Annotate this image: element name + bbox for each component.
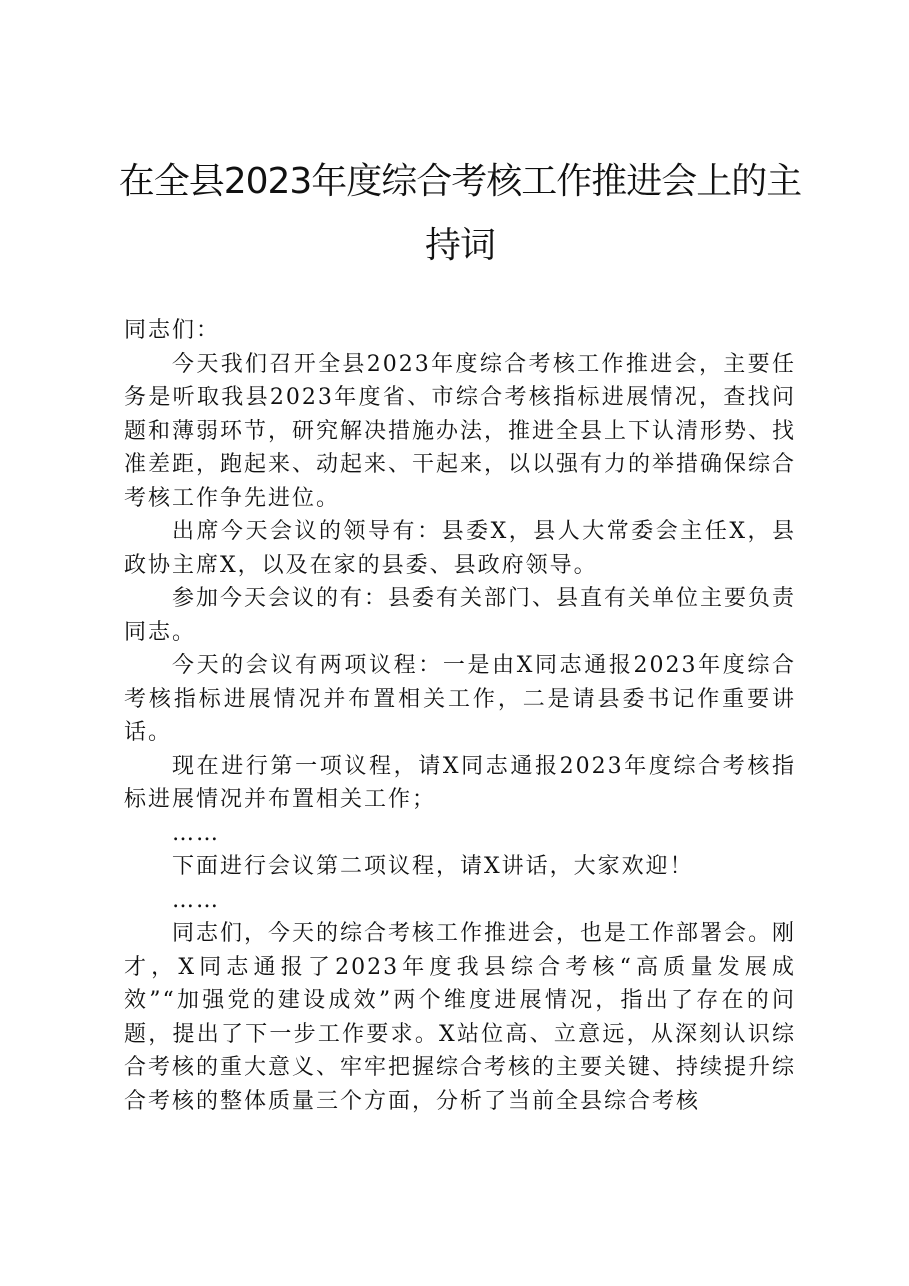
paragraph: 出席今天会议的领导有：县委X，县人大常委会主任X，县政协主席X，以及在家的县委、县政府领导。 xyxy=(124,519,796,578)
paragraph: 今天我们召开全县2023年度综合考核工作推进会，主要任务是听取我县2023年度省、市综合考核指标进展情况，查找问题和薄弱环节，研究解决措施办法，推进全县上下认清形势、找准差距，跑起来、动起来、干起来，以以强有力的举措确保综合考核工作争先进位。 xyxy=(124,351,797,511)
paragraph: 下面进行会议第二项议程，请X讲话，大家欢迎！ xyxy=(172,854,694,879)
paragraph: 今天的会议有两项议程：一是由X同志通报2023年度综合考核指标进展情况并布置相关工作，二是请县委书记作重要讲话。 xyxy=(124,653,796,745)
ellipsis-line: …… xyxy=(172,887,220,913)
paragraph: 现在进行第一项议程，请X同志通报2023年度综合考核指标进展情况并布置相关工作； xyxy=(124,753,796,812)
paragraph: 同志们，今天的综合考核工作推进会，也是工作部署会。刚才，X同志通报了2023年度我县综合考核“高质量发展成效”“加强党的建设成效”两个维度进展情况，指出了存在的问题，提出了下一步工作要求。X站位高、立意远，从深刻认识综合考核的重大意义、牢牢把握综合考核的主要关键、持续提升综合考核的整体质量三个方面，分析了当前全县综合考核 xyxy=(124,921,797,1114)
paragraph: 参加今天会议的有：县委有关部门、县直有关单位主要负责同志。 xyxy=(124,586,797,645)
document-body xyxy=(124,314,796,1118)
salutation: 同志们： xyxy=(124,318,221,343)
document-title: 在全县2023年度综合考核工作推进会上的主持词 xyxy=(118,161,802,266)
ellipsis-line: …… xyxy=(172,820,220,846)
